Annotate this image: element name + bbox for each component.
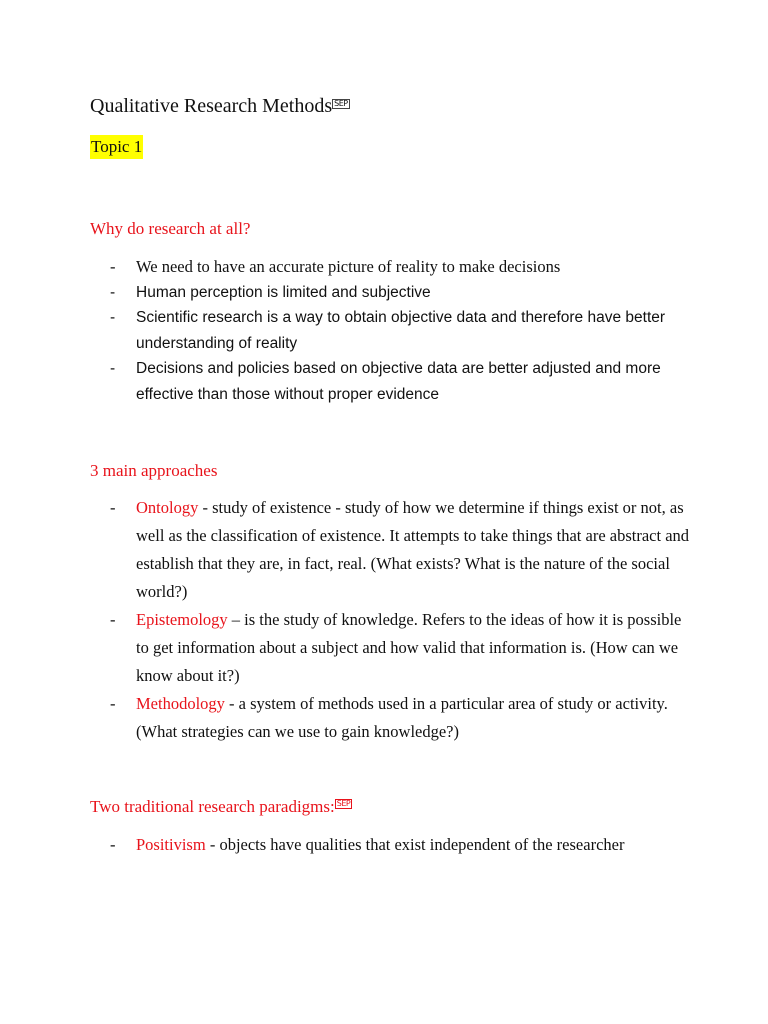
why-research-list — [110, 254, 690, 407]
bullet-dash: - — [110, 835, 116, 854]
bullet-dash: - — [110, 610, 116, 629]
list-item-text: Human perception is limited and subjective — [136, 283, 431, 301]
bullet-dash: - — [110, 257, 116, 276]
separator-glyph-icon: SEP — [336, 799, 351, 808]
section-heading-research-paradigms — [90, 795, 352, 819]
term-definition: - objects have qualities that exist independent of the researcher — [205, 835, 625, 854]
term-methodology: Methodology — [136, 694, 225, 713]
term-ontology: Ontology — [136, 498, 199, 517]
term-epistemology: Epistemology — [136, 610, 228, 629]
list-item — [110, 356, 690, 407]
separator-glyph-icon: SEP — [334, 99, 348, 108]
bullet-dash: - — [110, 360, 116, 377]
list-item — [110, 254, 690, 280]
list-item — [110, 494, 690, 606]
term-positivism: Positivism — [136, 835, 206, 854]
list-item-text: Decisions and policies based on objective data are better adjusted and more effective than those without proper evidence — [136, 360, 661, 403]
section-heading-text: Two traditional research paradigms: — [90, 797, 335, 816]
list-item — [110, 280, 690, 306]
list-item-text: Scientific research is a way to obtain objective data and therefore have better understanding of reality — [136, 309, 666, 352]
document-title-text: Qualitative Research Methods — [90, 95, 333, 117]
list-item-text: We need to have an accurate picture of reality to make decisions — [136, 257, 561, 276]
list-item — [110, 606, 690, 690]
bullet-dash: - — [110, 694, 116, 713]
section-heading-why-research: Why do research at all? — [90, 219, 251, 238]
main-approaches-list — [110, 494, 690, 746]
term-definition: – is the study of knowledge. Refers to the ideas of how it is possible to get information about a subject and how valid that information is. (How can we know about it?) — [136, 610, 682, 685]
bullet-dash: - — [110, 498, 116, 517]
bullet-dash: - — [110, 283, 116, 301]
term-definition: - study of existence - study of how we determine if things exist or not, as well as the classification of existence. It attempts to take things that are abstract and establish that they are, in fact, real. (What exists? What is the nature of the social world?) — [136, 498, 690, 601]
topic-label: Topic 1 — [90, 135, 143, 159]
document-title — [90, 92, 350, 120]
list-item — [110, 305, 690, 356]
list-item — [110, 831, 690, 859]
term-definition: - a system of methods used in a particular area of study or activity. (What strategies can we use to gain knowledge?) — [136, 694, 668, 741]
section-heading-main-approaches: 3 main approaches — [90, 461, 218, 480]
list-item — [110, 690, 690, 746]
research-paradigms-list — [110, 831, 690, 859]
bullet-dash: - — [110, 309, 116, 326]
